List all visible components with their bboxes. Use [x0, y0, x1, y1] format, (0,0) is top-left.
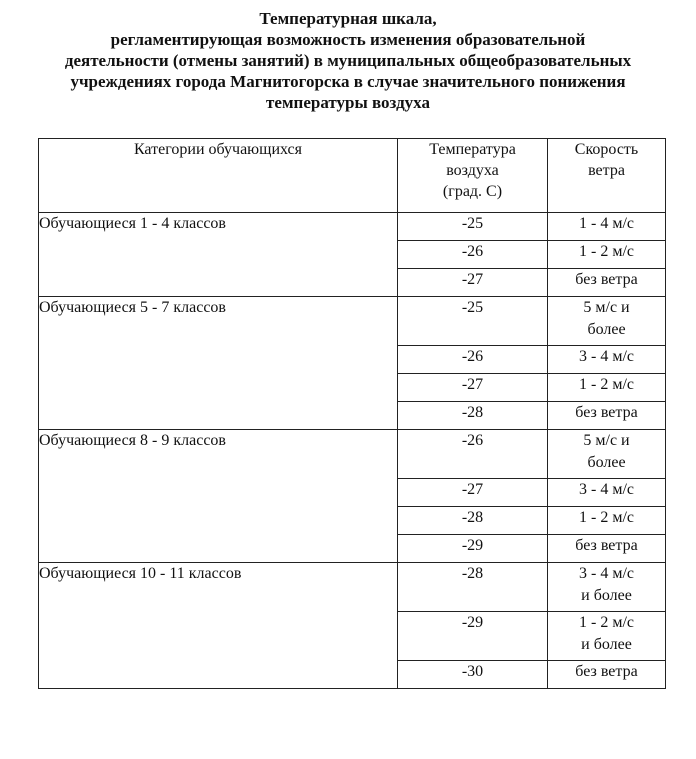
header-category: Категории обучающихся [39, 139, 398, 213]
title-line: температуры воздуха [266, 93, 430, 112]
wind-cell: 1 - 2 м/с и более [548, 612, 666, 661]
category-cell: Обучающиеся 8 - 9 классов [39, 430, 398, 563]
header-wind-speed: Скорость ветра [548, 139, 666, 213]
temperature-cell: -29 [398, 612, 548, 661]
wind-cell: 1 - 2 м/с [548, 507, 666, 535]
document-title [0, 8, 696, 113]
temperature-cell: -27 [398, 269, 548, 297]
title-line: деятельности (отмены занятий) в муниципальных общеобразовательных [64, 51, 632, 70]
wind-cell: 5 м/с и более [548, 430, 666, 479]
temperature-cell: -26 [398, 430, 548, 479]
wind-cell: 1 - 2 м/с [548, 241, 666, 269]
wind-cell: без ветра [548, 535, 666, 563]
category-cell: Обучающиеся 1 - 4 классов [39, 213, 398, 297]
temperature-cell: -28 [398, 402, 548, 430]
wind-cell: 3 - 4 м/с [548, 479, 666, 507]
title-line: Температурная шкала, [259, 9, 437, 28]
table-header-row [39, 139, 666, 213]
wind-cell: без ветра [548, 661, 666, 689]
wind-cell: без ветра [548, 402, 666, 430]
wind-cell: без ветра [548, 269, 666, 297]
wind-cell: 3 - 4 м/с и более [548, 563, 666, 612]
temperature-cell: -25 [398, 213, 548, 241]
wind-cell: 1 - 4 м/с [548, 213, 666, 241]
title-line: учреждениях города Магнитогорска в случае значительного понижения [70, 72, 626, 91]
temperature-cell: -29 [398, 535, 548, 563]
table-row [39, 563, 666, 612]
table-row [39, 297, 666, 346]
table-row [39, 430, 666, 479]
category-cell: Обучающиеся 5 - 7 классов [39, 297, 398, 430]
temperature-cell: -28 [398, 563, 548, 612]
wind-cell: 3 - 4 м/с [548, 346, 666, 374]
title-line: регламентирующая возможность изменения образовательной [110, 30, 586, 49]
temperature-cell: -26 [398, 241, 548, 269]
header-temperature: Температура воздуха (град. С) [398, 139, 548, 213]
temperature-scale-table [38, 138, 666, 689]
temperature-cell: -28 [398, 507, 548, 535]
wind-cell: 5 м/с и более [548, 297, 666, 346]
temperature-cell: -27 [398, 479, 548, 507]
table-row [39, 213, 666, 241]
temperature-cell: -27 [398, 374, 548, 402]
temperature-cell: -25 [398, 297, 548, 346]
temperature-cell: -30 [398, 661, 548, 689]
category-cell: Обучающиеся 10 - 11 классов [39, 563, 398, 689]
wind-cell: 1 - 2 м/с [548, 374, 666, 402]
temperature-cell: -26 [398, 346, 548, 374]
